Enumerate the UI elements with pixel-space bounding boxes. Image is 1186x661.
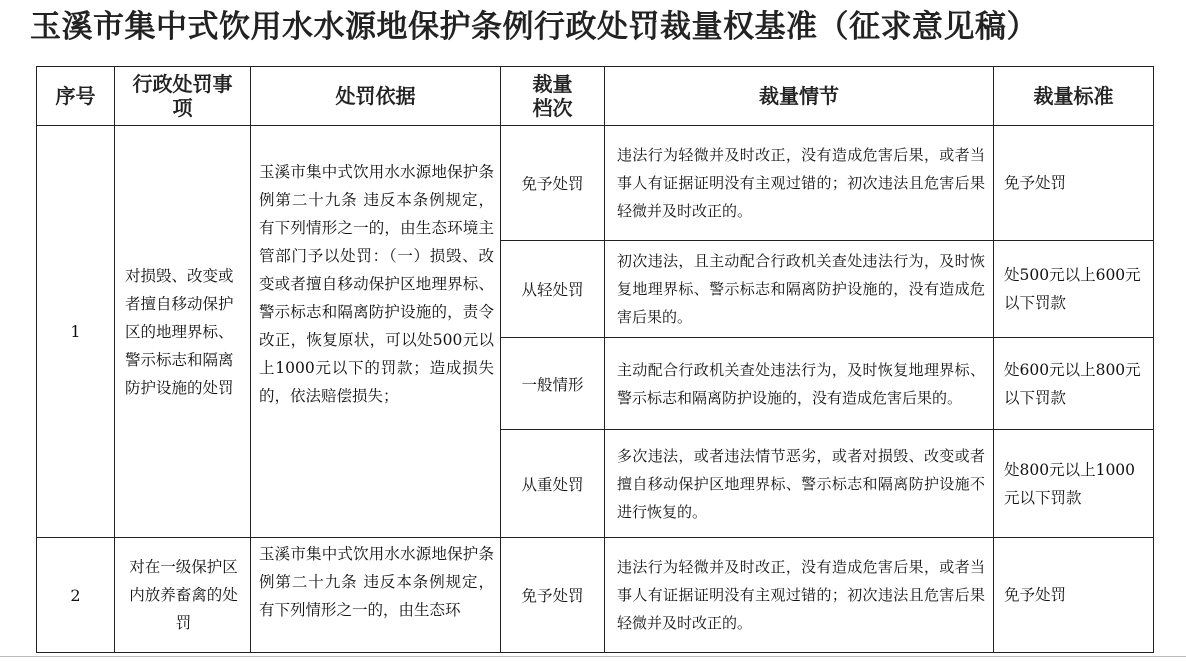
grade-cell: 免予处罚 bbox=[501, 538, 605, 653]
circumstance-cell: 主动配合行政机关查处违法行为，及时恢复地理界标、警示标志和隔离防护设施的，没有造成危害后果的。 bbox=[605, 338, 994, 430]
header-row bbox=[37, 67, 1154, 126]
page-title: 玉溪市集中式饮用水水源地保护条例行政处罚裁量权基准（征求意见稿） bbox=[30, 9, 1038, 45]
header-no: 序号 bbox=[37, 67, 115, 126]
discretion-table bbox=[36, 66, 1154, 653]
row-number: 2 bbox=[37, 538, 115, 653]
standard-cell: 处800元以上1000元以下罚款 bbox=[994, 430, 1154, 538]
penalty-item: 对损毁、改变或者擅自移动保护区的地理界标、警示标志和隔离防护设施的处罚 bbox=[115, 126, 251, 538]
grade-cell: 一般情形 bbox=[501, 338, 605, 430]
standard-cell: 免予处罚 bbox=[994, 126, 1154, 241]
header-grade: 裁量档次 bbox=[501, 67, 605, 126]
circumstance-cell: 初次违法，且主动配合行政机关查处违法行为，及时恢复地理界标、警示标志和隔离防护设施的，没有造成危害后果的。 bbox=[605, 241, 994, 338]
header-basis: 处罚依据 bbox=[251, 67, 501, 126]
table-row bbox=[37, 126, 1154, 241]
circumstance-cell: 多次违法，或者违法情节恶劣，或者对损毁、改变或者擅自移动保护区地理界标、警示标志和隔离防护设施不进行恢复的。 bbox=[605, 430, 994, 538]
grade-cell: 从重处罚 bbox=[501, 430, 605, 538]
standard-cell: 处500元以上600元以下罚款 bbox=[994, 241, 1154, 338]
circumstance-cell: 违法行为轻微并及时改正，没有造成危害后果，或者当事人有证据证明没有主观过错的；初次违法且危害后果轻微并及时改正的。 bbox=[605, 538, 994, 653]
penalty-basis: 玉溪市集中式饮用水水源地保护条例第二十九条 违反本条例规定，有下列情形之一的，由生态环境主管部门予以处罚：（一）损毁、改变或者擅自移动保护区地理界标、警示标志和隔离防护设施的，责令改正，恢复原状，可以处500元以上1000元以下的罚款；造成损失的，依法赔偿损失； bbox=[251, 126, 501, 538]
page-edge-divider bbox=[0, 656, 1186, 657]
header-item: 行政处罚事项 bbox=[115, 67, 251, 126]
table-row bbox=[37, 538, 1154, 653]
header-standard: 裁量标准 bbox=[994, 67, 1154, 126]
standard-cell: 免予处罚 bbox=[994, 538, 1154, 653]
penalty-item: 对在一级保护区内放养畜禽的处罚 bbox=[115, 538, 251, 653]
grade-cell: 免予处罚 bbox=[501, 126, 605, 241]
standard-cell: 处600元以上800元以下罚款 bbox=[994, 338, 1154, 430]
grade-cell: 从轻处罚 bbox=[501, 241, 605, 338]
row-number: 1 bbox=[37, 126, 115, 538]
penalty-basis: 玉溪市集中式饮用水水源地保护条例第二十九条 违反本条例规定，有下列情形之一的，由生态环 bbox=[251, 538, 501, 653]
circumstance-cell: 违法行为轻微并及时改正，没有造成危害后果，或者当事人有证据证明没有主观过错的；初次违法且危害后果轻微并及时改正的。 bbox=[605, 126, 994, 241]
header-circumstance: 裁量情节 bbox=[605, 67, 994, 126]
